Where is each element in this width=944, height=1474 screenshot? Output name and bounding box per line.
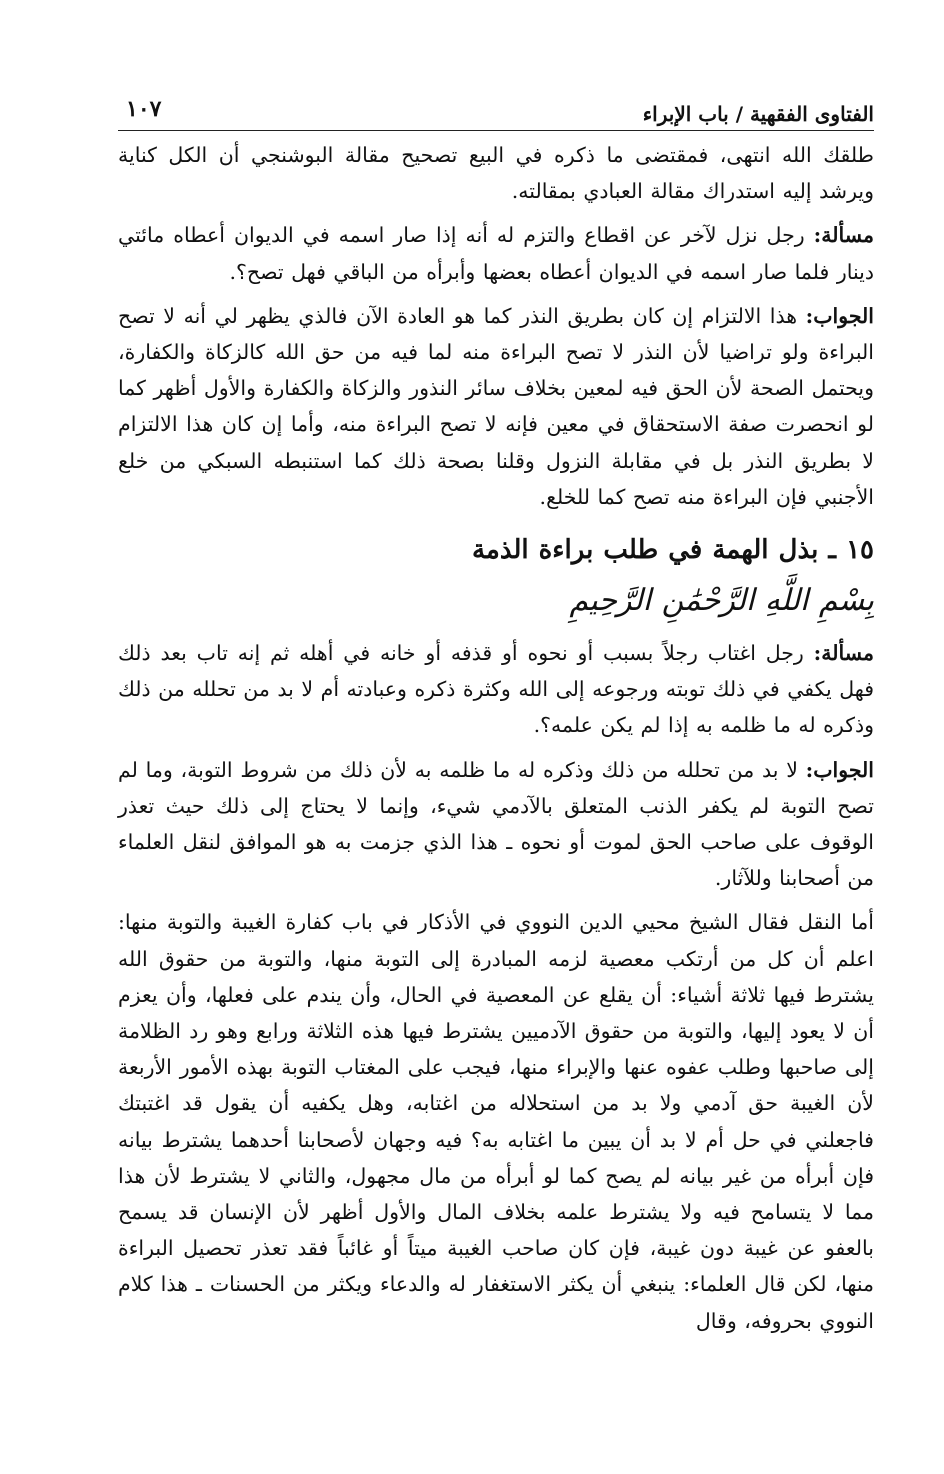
paragraph-text: لا بد من تحلله من ذلك وذكره له ما ظلمه به لأن ذلك من شروط التوبة، وما لم تصح التوبة لم يكفر الذنب المتعلق بالآدمي شيء، وإنما لا يحتاج إلى ذلك حيث تعذر الوقوف على صاحب الحق لموت أو نحوه ـ هذا الذي جزمت به هو الموافق لنقل العلماء من أصحابنا وللآثار. xyxy=(118,757,874,891)
paragraph-text: رجل نزل لآخر عن اقطاع والتزم له أنه إذا صار اسمه في الديوان أعطاه مائتي دينار فلما صار اسمه في الديوان أعطاه بعضها وأبرأه من الباقي فهل تصح؟. xyxy=(118,223,874,284)
basmala-calligraphy: بِسْمِ اللَّهِ الرَّحْمَٰنِ الرَّحِيمِ xyxy=(569,583,874,619)
section-title: ١٥ ـ بذل الهمة في طلب براءة الذمة xyxy=(471,535,874,566)
question-paragraph xyxy=(118,217,874,289)
paragraph-text: طلقك الله انتهى، فمقتضى ما ذكره في البيع تصحيح مقالة البوشنجي أن الكل كناية ويرشد إليه استدراك مقالة العبادي بمقالته. xyxy=(118,143,874,204)
paragraph-text: أما النقل فقال الشيخ محيي الدين النووي في الأذكار في باب كفارة الغيبة والتوبة منها: اعلم أن كل من أرتكب معصية لزمه المبادرة إلى التوبة منها، والتوبة من حقوق الله يشترط فيها ثلاثة أشياء: أن يقلع عن المعصية في الحال، وأن يندم على فعلها، وأن يعزم أن لا يعود إليها، والتوبة من حقوق الآدميين يشترط فيها هذه الثلاثة ورابع وهو رد الظلامة إلى صاحبها وطلب عفوه عنها والإبراء منها، فيجب على المغتاب التوبة بهذه الأمور الأربعة لأن الغيبة حق آدمي ولا بد من استحلاله من اغتابه، وهل يكفيه أن يقول قد اغتبتك فاجعلني في حل أم لا بد أن يبين ما اغتابه به؟ فيه وجهان لأصحابنا أحدهما يشترط بيانه فإن أبرأه من غير بيانه لم يصح كما لو أبرأه من مال مجهول، والثاني لا يشترط لأن هذا مما لا يتسامح فيه ولا يشترط علمه بخلاف المال والأول أظهر لأن الإنسان قد يسمح بالعفو عن غيبة دون غيبة، فإن كان صاحب الغيبة ميتاً أو غائباً فقد تعذر تحصيل البراءة منها، لكن قال العلماء: ينبغي أن يكثر الاستغفار له والدعاء ويكثر من الحسنات ـ هذا كلام النووي بحروفه، وقال xyxy=(118,910,874,1333)
question-label: مسألة: xyxy=(813,223,874,248)
carryover-paragraph xyxy=(118,137,874,209)
answer-paragraph xyxy=(118,752,874,897)
question-label: مسألة: xyxy=(813,641,874,666)
page-number: ١٠٧ xyxy=(126,96,162,122)
quotation-paragraph xyxy=(118,904,874,1338)
paragraph-text: هذا الالتزام إن كان بطريق النذر كما هو العادة الآن فالذي يظهر لي أنه لا تصح البراءة ولو تراضيا لأن النذر لا تصح البراءة منه لما فيه من حق الله كالزكاة والكفارة، ويحتمل الصحة لأن الحق فيه لمعين بخلاف سائر النذور والزكاة والكفارة والأول أظهر كما لو انحصرت صفة الاستحقاق في معين فإنه لا تصح البراءة منه، وأما إن كان هذا الالتزام لا بطريق النذر بل في مقابلة النزول وقلنا بصحة ذلك كما استنبطه السبكي من خلع الأجنبي فإن البراءة منه تصح كما للخلع. xyxy=(118,303,874,509)
page-body xyxy=(118,137,874,1339)
paragraph-text: رجل اغتاب رجلاً بسبب أو نحوه أو قذفه أو خانه في أهله ثم إنه تاب بعد ذلك فهل يكفي في ذلك توبته ورجوعه إلى الله وكثرة ذكره وعبادته أم لا بد من تحلله من ذلك وذكره له ما ظلمه به إذا لم يكن علمه؟. xyxy=(118,641,874,738)
answer-label: الجواب: xyxy=(805,303,874,328)
question-paragraph xyxy=(118,635,874,744)
answer-label: الجواب: xyxy=(805,757,874,782)
running-title: الفتاوى الفقهية / باب الإبراء xyxy=(642,102,874,126)
book-page xyxy=(118,92,874,1339)
answer-paragraph xyxy=(118,298,874,515)
running-header xyxy=(118,92,874,131)
